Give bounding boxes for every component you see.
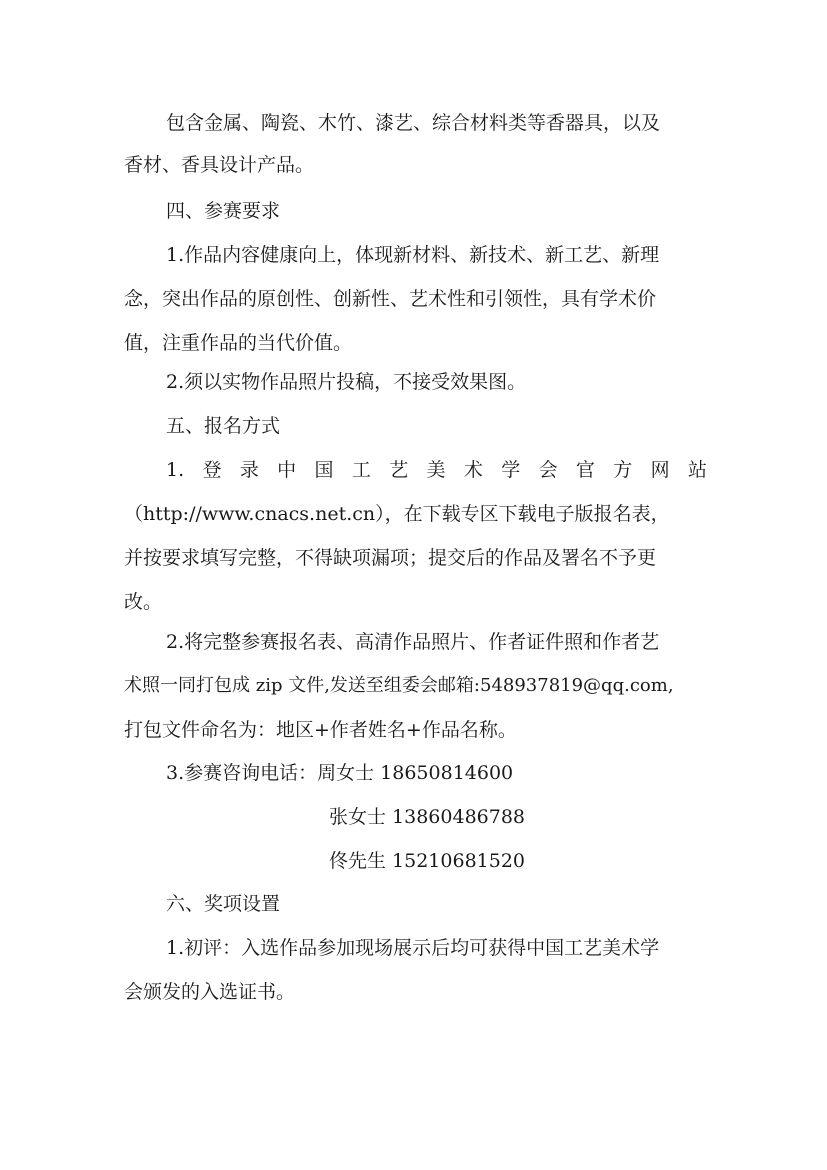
text-char: 美 <box>426 459 446 481</box>
text-line: 包含金属、陶瓷、木竹、漆艺、综合材料类等香器具，以及 <box>166 112 661 134</box>
text-line: 2.将完整参赛报名表、高清作品照片、作者证件照和作者艺 <box>166 631 660 653</box>
text-line: 1.作品内容健康向上，体现新材料、新技术、新工艺、新理 <box>166 244 660 266</box>
paragraph-reg1-rest <box>124 500 707 616</box>
paragraph-award1 <box>124 934 707 1006</box>
text-char: 会 <box>538 459 558 481</box>
text-line: 改。 <box>124 591 163 613</box>
text-char: 方 <box>613 459 633 481</box>
text-char: 登 <box>202 459 222 481</box>
section-heading-registration: 五、报名方式 <box>166 415 281 437</box>
text-char: 网 <box>650 459 670 481</box>
contact-line-3: 佟先生 15210681520 <box>329 850 526 872</box>
text-line: （http://www.cnacs.net.cn），在下载专区下载电子版报名表， <box>124 503 670 525</box>
section-heading-requirements: 四、参赛要求 <box>166 200 281 222</box>
text-line: 术照一同打包成 zip 文件,发送至组委会邮箱:548937819@qq.com, <box>124 675 674 696</box>
text-line: 会颁发的入选证书。 <box>124 981 296 1003</box>
contact-line-2: 张女士 13860486788 <box>329 806 526 828</box>
text-char: 官 <box>575 459 595 481</box>
text-char: 工 <box>351 459 371 481</box>
text-char: 站 <box>687 459 707 481</box>
text-char: 国 <box>314 459 334 481</box>
text-char: 1. <box>166 459 185 481</box>
text-line: 值，注重作品的当代价值。 <box>124 332 353 354</box>
text-line: 打包文件命名为：地区+作者姓名+作品名称。 <box>124 719 517 741</box>
contact-line-1: 3.参赛咨询电话：周女士 18650814600 <box>166 762 514 784</box>
paragraph-reg2 <box>124 628 707 744</box>
text-line: 香材、香具设计产品。 <box>124 154 315 176</box>
paragraph-reg1-first-line <box>166 456 707 484</box>
section-heading-awards: 六、奖项设置 <box>166 893 281 915</box>
paragraph-req2: 2.须以实物作品照片投稿，不接受效果图。 <box>166 371 527 393</box>
text-char: 术 <box>463 459 483 481</box>
text-line: 念，突出作品的原创性、创新性、艺术性和引领性，具有学术价 <box>124 288 657 310</box>
text-char: 艺 <box>389 459 409 481</box>
text-line: 并按要求填写完整，不得缺项漏项；提交后的作品及署名不予更 <box>124 547 657 569</box>
text-char: 学 <box>501 459 521 481</box>
text-char: 中 <box>277 459 297 481</box>
paragraph-scope <box>124 109 707 179</box>
text-line: 1.初评：入选作品参加现场展示后均可获得中国工艺美术学 <box>166 937 660 959</box>
text-char: 录 <box>239 459 259 481</box>
paragraph-req1 <box>124 241 707 357</box>
